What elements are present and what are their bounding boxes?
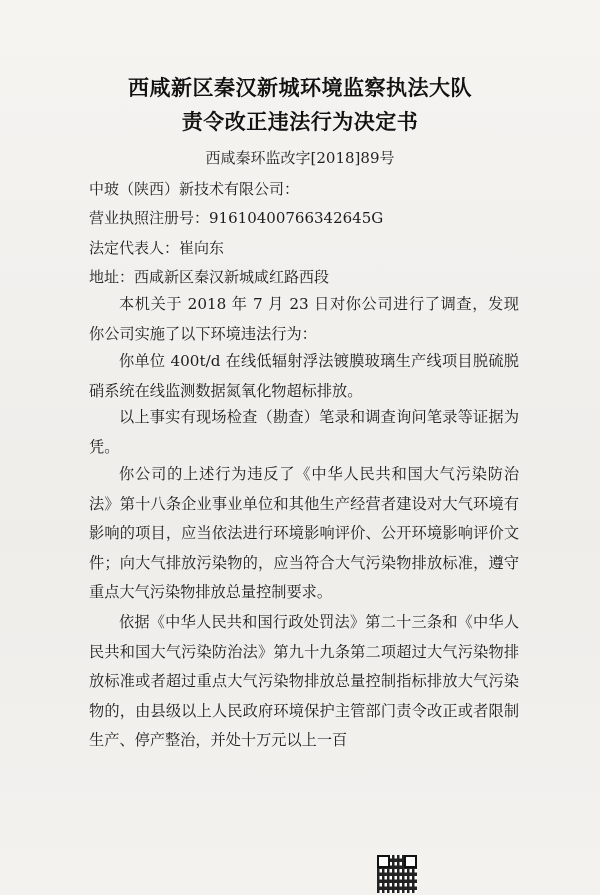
legal-representative-value: 崔向东 xyxy=(179,239,225,257)
company-name-field xyxy=(89,178,299,199)
paragraph-legal-basis: 依据《中华人民共和国行政处罚法》第二十三条和《中华人民共和国大气污染防治法》第九十九条第二项超过大气污染物排放标准或者超过重点大气污染物排放总量控制指标排放大气污染物的，由县级以上人民政府环境保护主管部门责令改正或者限制生产、停产整治，并处十万元以上一百 xyxy=(89,613,519,749)
document-title-line1: 西咸新区秦汉新城环境监察执法大队 xyxy=(128,76,472,100)
license-number-value: 91610400766342645G xyxy=(209,209,384,227)
paragraph-evidence: 以上事实有现场检查（勘查）笔录和调查询问笔录等证据为凭。 xyxy=(89,408,519,456)
license-number-label: 营业执照注册号： xyxy=(89,209,210,227)
document-title-line2: 责令改正违法行为决定书 xyxy=(181,110,419,134)
license-number-field xyxy=(89,207,383,228)
paragraph-violation: 你单位 400t/d 在线低辐射浮法镀膜玻璃生产线项目脱硫脱硝系统在线监测数据氮氧化物超标排放。 xyxy=(89,352,519,400)
document-number: 西咸秦环监改字[2018]89号 xyxy=(205,149,395,167)
paragraph-investigation: 本机关于 2018 年 7 月 23 日对你公司进行了调查，发现你公司实施了以下环境违法行为： xyxy=(89,295,519,343)
legal-representative-label: 法定代表人： xyxy=(89,239,180,257)
address-field xyxy=(89,266,329,287)
paragraph-law-violated: 你公司的上述行为违反了《中华人民共和国大气污染防治法》第十八条企业事业单位和其他生产经营者建设对大气环境有影响的项目，应当依法进行环境影响评价、公开环境影响评价文件；向大气排放污染物的，应当符合大气污染物排放标准，遵守重点大气污染物排放总量控制要求。 xyxy=(89,465,519,601)
qr-code-icon xyxy=(377,855,417,893)
address-label: 地址： xyxy=(89,268,135,286)
address-value: 西咸新区秦汉新城咸红路西段 xyxy=(134,268,330,286)
legal-representative-field xyxy=(89,237,224,258)
company-name-label: 中玻（陕西）新技术有限公司： xyxy=(89,180,300,198)
